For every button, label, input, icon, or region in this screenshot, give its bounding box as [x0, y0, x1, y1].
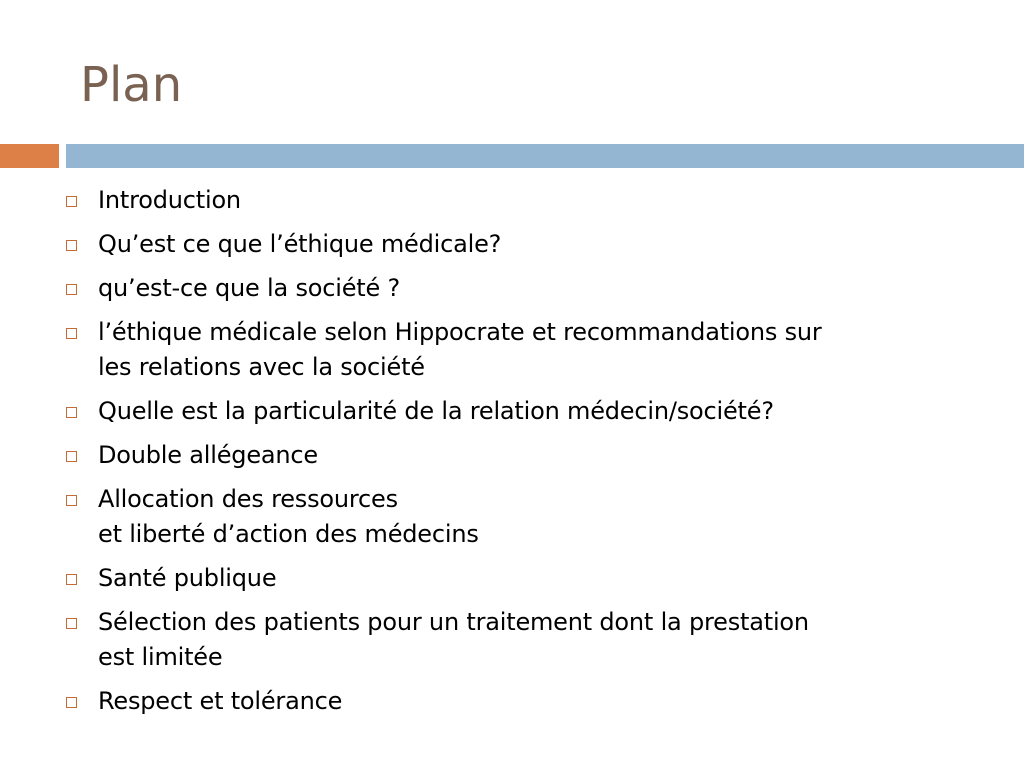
list-item-text: qu’est-ce que la société ?: [98, 274, 401, 302]
list-item: [66, 561, 966, 596]
list-item-text: Introduction: [98, 186, 241, 214]
list-item: [66, 684, 966, 719]
list-item-text: Quelle est la particularité de la relation médecin/société?: [98, 397, 774, 425]
list-item: [66, 315, 966, 385]
square-bullet-icon: [66, 451, 77, 462]
square-bullet-icon: [66, 618, 77, 629]
list-item-text: Santé publique: [98, 564, 277, 592]
list-item: [66, 482, 966, 552]
list-item-text: Double allégeance: [98, 441, 318, 469]
list-item-text: Sélection des patients pour un traitement dont la prestation est limitée: [98, 608, 809, 671]
square-bullet-icon: [66, 495, 77, 506]
square-bullet-icon: [66, 574, 77, 585]
list-item-text: Allocation des ressources et liberté d’action des médecins: [98, 485, 479, 548]
list-item-text: l’éthique médicale selon Hippocrate et recommandations sur les relations avec la société: [98, 318, 822, 381]
list-item: [66, 605, 966, 675]
list-item: [66, 183, 966, 218]
square-bullet-icon: [66, 328, 77, 339]
list-item-text: Qu’est ce que l’éthique médicale?: [98, 230, 502, 258]
square-bullet-icon: [66, 407, 77, 418]
title-rule-accent: [0, 144, 59, 168]
list-item: [66, 394, 966, 429]
square-bullet-icon: [66, 196, 77, 207]
slide-title: Plan: [80, 57, 183, 113]
square-bullet-icon: [66, 284, 77, 295]
bullet-list: [66, 183, 966, 728]
title-rule-bar: [66, 144, 1024, 168]
square-bullet-icon: [66, 240, 77, 251]
list-item: [66, 227, 966, 262]
list-item: [66, 438, 966, 473]
list-item: [66, 271, 966, 306]
square-bullet-icon: [66, 697, 77, 708]
list-item-text: Respect et tolérance: [98, 687, 343, 715]
